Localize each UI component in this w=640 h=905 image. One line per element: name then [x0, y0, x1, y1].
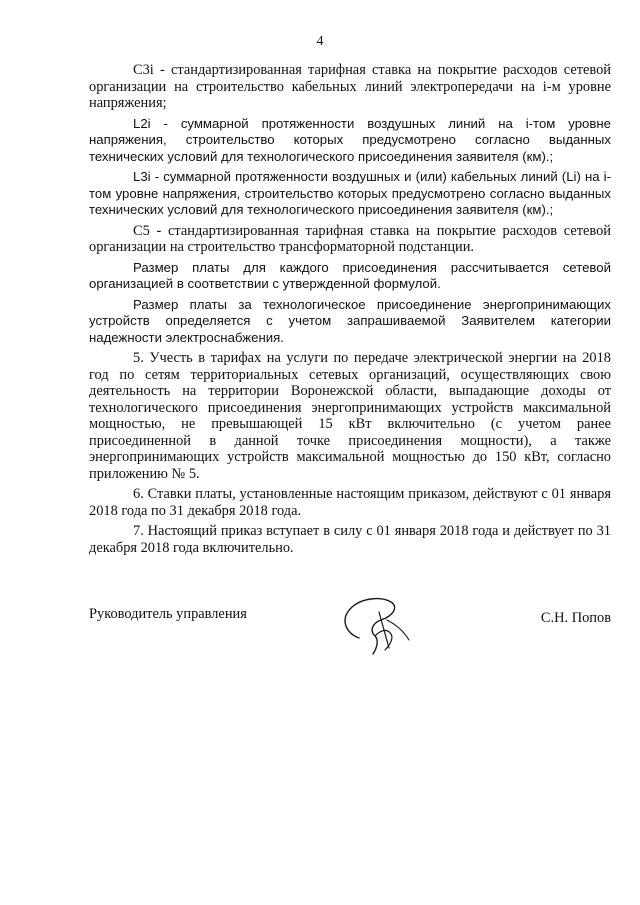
paragraph-c3i: С3i - стандартизированная тарифная ставка на покрытие расходов сетевой организации на строительство кабельных линий электропередачи на i-м уровне напряжения;: [89, 62, 611, 111]
paragraph-payment-reliability: Размер платы за технологическое присоединение энергопринимающих устройств определяется с учетом запрашиваемой Заявителем категории надежности электроснабжения.: [89, 296, 611, 345]
paragraph-item-6: 6. Ставки платы, установленные настоящим приказом, действуют с 01 января 2018 года по 31 декабря 2018 года.: [89, 486, 611, 519]
paragraph-item-7: 7. Настоящий приказ вступает в силу с 01 января 2018 года и действует по 31 декабря 2018 года включительно.: [89, 523, 611, 556]
paragraph-item-5: 5. Учесть в тарифах на услуги по передаче электрической энергии на 2018 год по сетям территориальных сетевых организаций, осуществляющих свою деятельность на территории Воронежской области, выпадающие доходы от технологического присоединения энергопринимающих устройств максимальной мощностью, не превышающей 15 кВт включительно (с учетом ранее присоединенной в данной точке присоединения мощности), а также энергопринимающих устройств максимальной мощностью до 150 кВт, согласно приложению № 5.: [89, 350, 611, 482]
paragraph-payment-size: Размер платы для каждого присоединения рассчитывается сетевой организацией в соответствии с утвержденной формулой.: [89, 259, 611, 291]
paragraph-l2i: L2i - суммарной протяженности воздушных линий на i-том уровне напряжения, строительство которых предусмотрено согласно выданных технических условий для технологического присоединения заявителя (км).;: [89, 115, 611, 164]
signature-block: [89, 590, 611, 670]
document-body: [89, 62, 611, 560]
paragraph-c5: С5 - стандартизированная тарифная ставка на покрытие расходов сетевой организации на строительство трансформаторной подстанции.: [89, 222, 611, 255]
paragraph-l3i: L3i - суммарной протяженности воздушных и (или) кабельных линий (Li) на i-том уровне напряжения, строительство которых предусмотрено согласно выданных технических условий для технологического присоединения заявителя (км).;: [89, 169, 611, 217]
handwritten-signature: [329, 590, 419, 660]
page-number: 4: [316, 34, 324, 49]
signatory-name: С.Н. Попов: [540, 610, 611, 626]
signatory-title: Руководитель управления: [89, 606, 247, 622]
